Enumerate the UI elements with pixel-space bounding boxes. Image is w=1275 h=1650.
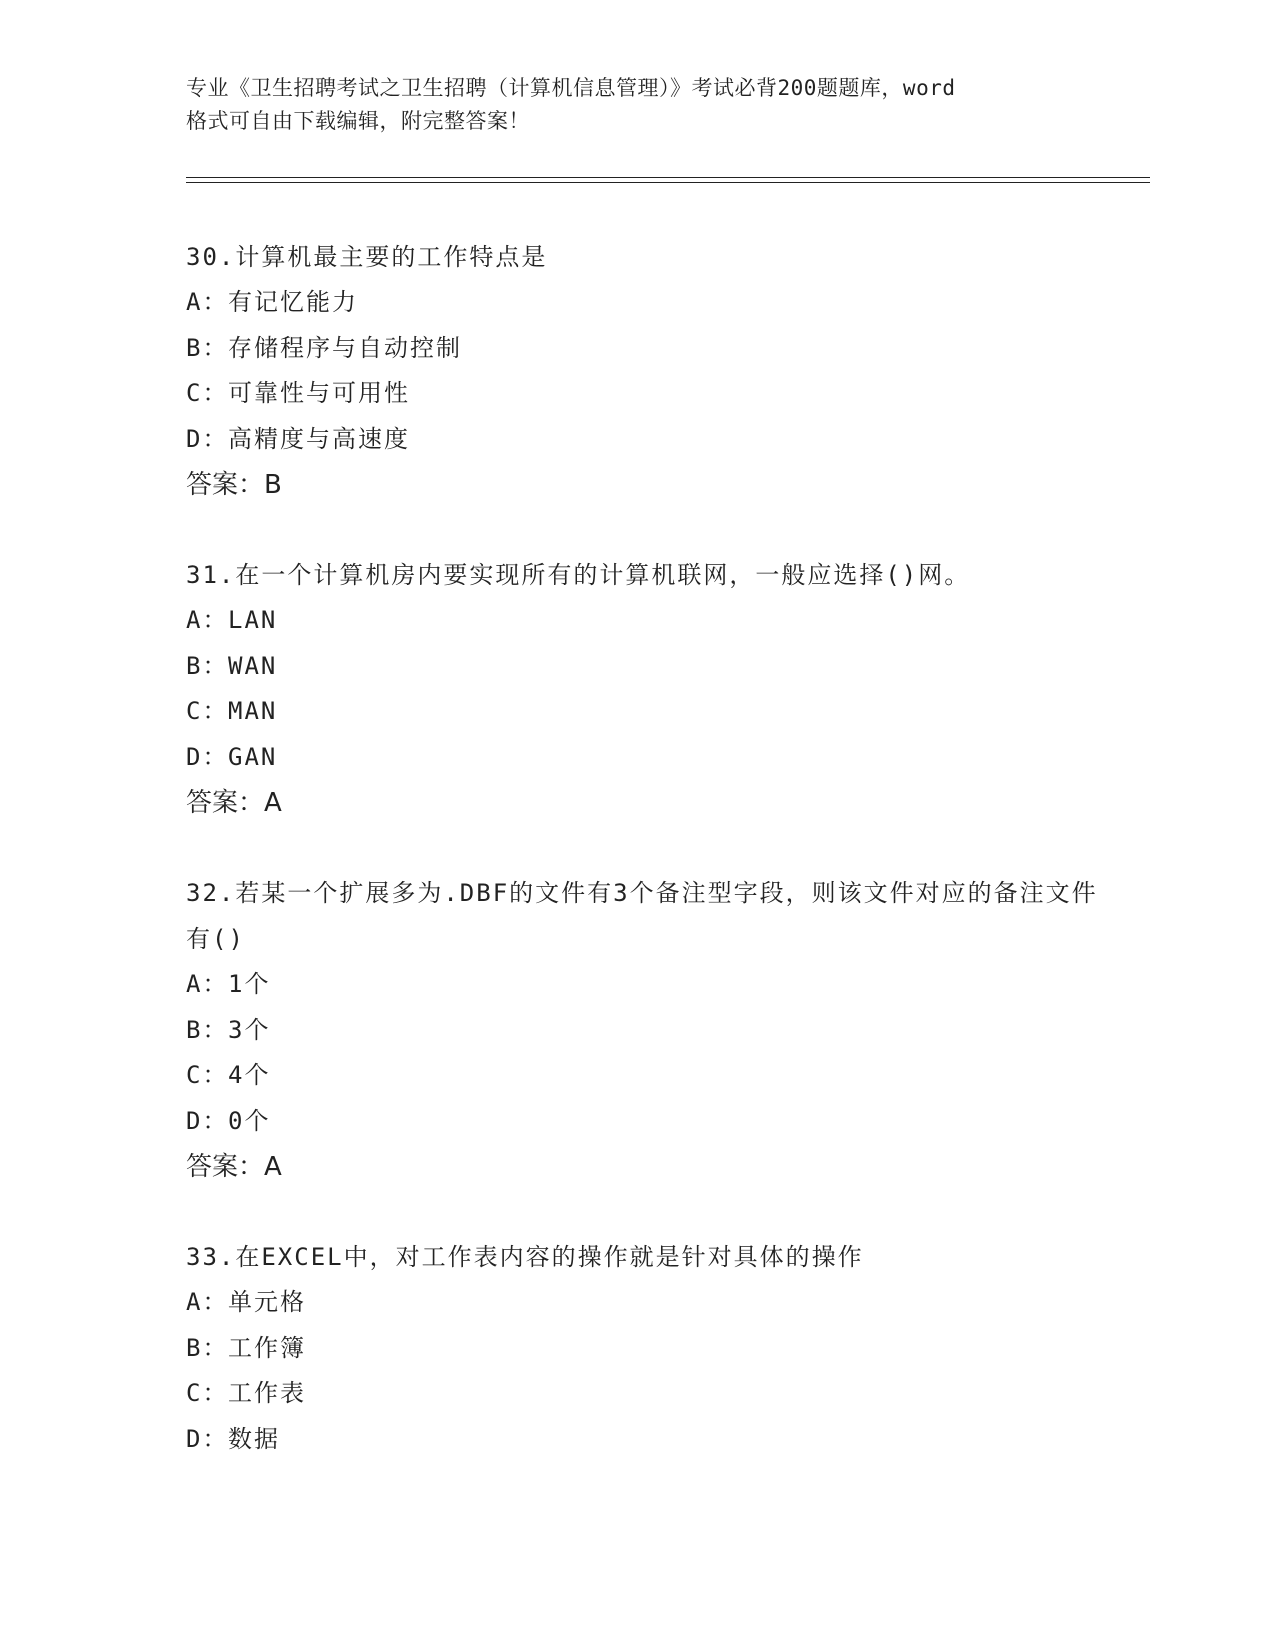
option-text: 存储程序与自动控制 <box>228 333 462 362</box>
option-b <box>186 326 1106 372</box>
option-text: 单元格 <box>228 1288 306 1316</box>
question-30 <box>186 234 1106 508</box>
option-key: B： <box>186 1333 229 1362</box>
option-key: D： <box>186 742 229 771</box>
option-text: 数据 <box>228 1424 280 1453</box>
question-33 <box>186 1234 1106 1462</box>
option-text: 3个 <box>228 1015 271 1044</box>
option-d <box>186 1417 1106 1463</box>
option-c <box>186 1053 1106 1099</box>
option-key: C： <box>186 1379 229 1407</box>
question-stem: 32.若某一个扩展多为.DBF的文件有3个备注型字段，则该文件对应的备注文件有() <box>186 879 1098 953</box>
option-c <box>186 1371 1106 1417</box>
option-c <box>186 689 1106 735</box>
option-d <box>186 1099 1106 1145</box>
option-text: 0个 <box>228 1106 271 1135</box>
option-key: C： <box>186 379 229 407</box>
option-a <box>186 280 1106 326</box>
option-key: D： <box>186 1424 229 1453</box>
option-key: A： <box>186 606 229 634</box>
option-text: 4个 <box>228 1061 271 1089</box>
question-stem: 33.在EXCEL中，对工作表内容的操作就是针对具体的操作 <box>186 1243 864 1271</box>
option-text: GAN <box>228 742 278 771</box>
header-divider-top <box>186 177 1150 178</box>
option-key: A： <box>186 288 229 316</box>
header-line-1: 专业《卫生招聘考试之卫生招聘（计算机信息管理）》考试必背200题题库，word <box>186 76 956 100</box>
option-b <box>186 1008 1106 1054</box>
option-text: MAN <box>228 697 278 725</box>
header-divider-bottom <box>186 182 1150 183</box>
option-key: B： <box>186 1015 229 1044</box>
option-text: 高精度与高速度 <box>228 424 410 453</box>
document-header <box>186 72 1086 138</box>
option-a <box>186 598 1106 644</box>
option-key: B： <box>186 651 229 680</box>
answer-line: 答案：B <box>186 470 282 500</box>
option-key: C： <box>186 1061 229 1089</box>
question-stem: 31.在一个计算机房内要实现所有的计算机联网，一般应选择()网。 <box>186 561 971 589</box>
header-line-2: 格式可自由下载编辑，附完整答案！ <box>186 109 530 133</box>
option-text: WAN <box>228 651 278 680</box>
option-text: 1个 <box>228 970 271 998</box>
option-b <box>186 1326 1106 1372</box>
question-stem: 30.计算机最主要的工作特点是 <box>186 243 548 271</box>
answer-line: 答案：A <box>186 1152 282 1182</box>
option-text: 工作簿 <box>228 1333 306 1362</box>
option-key: B： <box>186 333 229 362</box>
option-c <box>186 371 1106 417</box>
option-text: 有记忆能力 <box>228 288 358 316</box>
option-key: C： <box>186 697 229 725</box>
option-text: 工作表 <box>228 1379 306 1407</box>
option-b <box>186 644 1106 690</box>
question-32 <box>186 870 1106 1190</box>
option-a <box>186 962 1106 1008</box>
answer-line: 答案：A <box>186 788 282 818</box>
option-key: D： <box>186 1106 229 1135</box>
option-d <box>186 417 1106 463</box>
option-key: A： <box>186 970 229 998</box>
option-a <box>186 1280 1106 1326</box>
option-text: LAN <box>228 606 278 634</box>
option-text: 可靠性与可用性 <box>228 379 410 407</box>
option-key: D： <box>186 424 229 453</box>
option-key: A： <box>186 1288 229 1316</box>
option-d <box>186 735 1106 781</box>
question-31 <box>186 552 1106 826</box>
